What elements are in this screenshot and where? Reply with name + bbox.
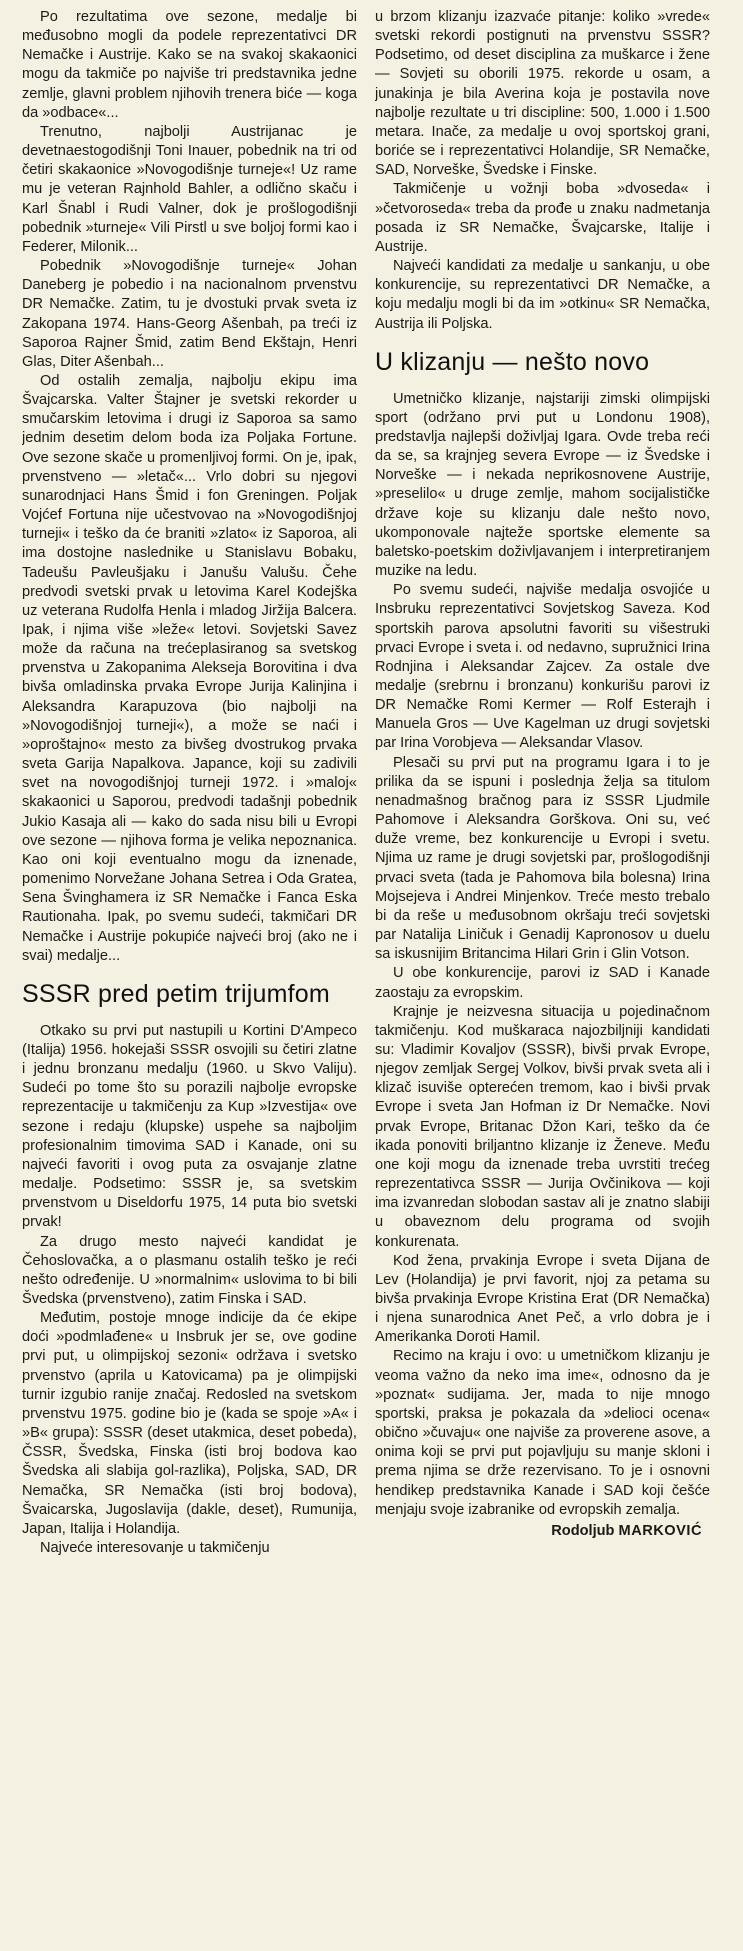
article-paragraph: Plesači su prvi put na programu Igara i to je prilika da se ispuni i poslednja želja sa titulom nenadmašnog bračnog para iz SSSR Ljudmile Pahomove i Aleksandra Gorškova. Oni su, već duže vreme, bez konkurencije u Evropi i svetu. Njima uz rame je drugi sovjetski par, prošlogodišnji prvaci sveta (tada je Pahomova bila bolesna) Irina Mojsejeva i Andrei Minjenkov. Treće mesto trebalo bi da reše u međusobnom okršaju treći sovjetski par Natalija Liničuk i Genadij Kapronosov u duelu sa iskusnijim Britancima Hilari Grin i Glin Votson. <box>375 754 710 963</box>
article-paragraph: Pobednik »Novogodišnje turneje« Johan Daneberg je pobedio i na nacionalnom prvenstvu DR Nemačke. Zatim, tu je dvostuki prvak sveta iz Zakopana 1974. Hans-Georg Ašenbah, pa treći iz Saporoa Rajner Šmid, zatim Bend Ekštajn, Henri Glas, Diter Ašenbah... <box>22 258 357 370</box>
article-paragraph: U obe konkurencije, parovi iz SAD i Kanade zaostaju za evropskim. <box>375 965 710 1001</box>
article-paragraph: Kod žena, prvakinja Evrope i sveta Dijana de Lev (Holandija) je prvi favorit, njoj za petama su bivša prvakinja Evrope Kristina Erat (DR Nemačka) i njena sunarodnica Anet Peč, a vrlo dobra je i Amerikanka Doroti Hamil. <box>375 1252 710 1346</box>
author-first-name: Rodoljub <box>551 1522 615 1539</box>
article-paragraph: Umetničko klizanje, najstariji zimski olimpijski sport (održano prvi put u Londonu 1908), predstavlja najlepši doživljaj Igara. Ovde treba reći da se, sa krajnjeg severa Evrope — iz Švedske i Norveške — i nekada neprikosnovene Austrije, »preselilo« u druge zemlje, mahom socijalističke države koje su klizanju dale nešto novo, ukomponovale najteže sportske elemente sa baletsko-poetskim doživljavanjem i interpretiranjem muzike na ledu. <box>375 390 710 580</box>
article-columns <box>22 8 729 1943</box>
skating-section-heading: U klizanju — nešto novo <box>375 347 650 376</box>
article-paragraph: Otkako su prvi put nastupili u Kortini D'Ampeco (Italija) 1956. hokejaši SSSR osvojili su četiri zlatne i jednu bronzanu medalju (1960. u Skvo Valiju). Sudeći po tome što su porazili najbolje evropske reprezentacije u takmičenju za Kup »Izvestija« ove sezone i redaju (klupske) uspehe sa najboljim profesionalnim timovima SAD i Kanade, oni su najveći favoriti i ovog puta za osvajanje zlatne medalje. Podsetimo: SSSR je, sa svetskim prvenstvom u Diseldorfu 1975, 14 puta bio svetski prvak! <box>22 1022 357 1231</box>
article-paragraph: Po svemu sudeći, najviše medalja osvojiće u Insbruku reprezentativci Sovjetskog Saveza. Kod sportskih parova apsolutni favoriti su višestruki prvaci Evrope i sveta i. od nedavno, supružnici Irina Rodnjina i Aleksandar Zajcev. Za ostale dve medalje (srebrnu i bronzanu) konkurišu parovi iz DR Nemačke Romi Kermer — Rolf Esterajh i Manuela Gros — Uve Kagelman uz drugi sovjetski par Irina Vorobjeva — Aleksandar Vlasov. <box>375 582 710 752</box>
left-column <box>22 8 357 1943</box>
author-surname: MARKOVIĆ <box>618 1522 702 1539</box>
article-paragraph: Po rezultatima ove sezone, medalje bi međusobno mogli da podele reprezentativci DR Nemačke i Austrije. Kako se na svakoj skakaonici mogu da takmiče po najviše tri predstavnika jedne zemlje, glavni problem njihovih trenera biće — koga da »odbace«... <box>22 9 357 121</box>
article-paragraph: Najveći kandidati za medalje u sankanju, u obe konkurencije, su reprezentativci DR Nemačke, a koju medalju mogli bi da im »otkinu« SR Nemačka, Austrija ili Poljska. <box>375 258 710 332</box>
hockey-section-heading: SSSR pred petim trijumfom <box>22 979 330 1008</box>
right-column <box>375 8 710 1943</box>
article-paragraph: Međutim, postoje mnoge indicije da će ekipe doći »podmlađene« u Insbruk jer se, ove godine prvi put, u olimpijskoj sezoni« održava i svetsko prvenstvo (aprila u Katovicama) pa je olimpijski turnir izgubio ranije značaj. Redosled na svetskom prvenstvu 1975. godine bio je (kada se spoje »A« i »B« grupa): SSSR (deset utakmica, deset pobeda), ČSSR, Švedska, Finska (isti broj bodova kao Švedska ali slabija gol-razlika), Poljska, SAD, DR Nemačka, SR Nemačka (isti broj bodova), Švaicarska, Jugoslavija (dakle, deset), Rumunija, Japan, Italija i Holandija. <box>22 1310 357 1537</box>
article-paragraph: Za drugo mesto najveći kandidat je Čehoslovačka, a o plasmanu ostalih teško je reći nešto određenije. U »normalnim« uslovima to bi bili Švedska (prvenstveno), zatim Finska i SAD. <box>22 1233 357 1307</box>
article-paragraph: Najveće interesovanje u takmičenju <box>40 1540 270 1557</box>
article-paragraph: Takmičenje u vožnji boba »dvoseda« i »četvoroseda« treba da prođe u znaku nadmetanja posada iz SR Nemačke, Švajcarske, Italije i Austrije. <box>375 181 710 255</box>
article-paragraph: Trenutno, najbolji Austrijanac je devetnaestogodišnji Toni Inauer, pobednik na tri od četiri skakaonice »Novogodišnje turneje«! Uz rame mu je veteran Rajnhold Bahler, a odlično skaču i Karl Šnabl i Rudi Valner, dok je prošlogodišnji pobednik »turneje« Vili Pirstl u sve boljoj formi kao i Federer, Milonik... <box>22 123 357 255</box>
article-paragraph: Krajnje je neizvesna situacija u pojedinačnom takmičenju. Kod muškarаca najozbiljniji kandidati su: Vladimir Kovaljov (SSSR), bivši prvak Evrope, njegov zemljak Sergej Volkov, bivši prvak sveta ali i klizač isuviše opterećen tremom, kao i bivši prvak Evrope i sveta Jan Hofman iz Dr Nemačke. Novi prvak Evrope, Britanac Džon Kari, teško da će ikada ponoviti briljantno klizanje iz Ženeve. Među one koji mogu da iznenade treba uvrstiti trećeg reprezentativca SSSR — Jurija Ovčinikova — koji ima izvanredan slobodan sastav ali je znatno slabiji u obaveznom delu programa od svojih konkurenata. <box>375 1003 710 1250</box>
author-byline <box>375 1522 710 1541</box>
article-paragraph: Od ostalih zemalja, najbolju ekipu ima Švajcarska. Valter Štajner je svetski rekorder u smučarskim letovima i drugi iz Saporoa sa samo jednim desetim delom boda iza Poljaka Fortune. Ove sezone skače u promenljivoj formi. On je, ipak, prvenstveno — »letač«... Vrlo dobri su njegovi sunarodnjaci Hans Šmid i fon Greningen. Poljak Vojćef Fortuna nije učestvovao na »Novogodišnjoj turneji« i teško da će braniti »zlato« iz Saporoa, ali ima dostojne naslednike u Stanislavu Bobaku, Tadeušu Pavleušjaku i Janušu Valušu. Čehe predvodi svetski prvak u letovima Karel Kodejška uz veterana Rudolfa Henla i mladog Jiržija Balcera. Ipak, i njima više »leže« letovi. Sovjetski Savez može da računa na trećeplasiranog sa svetskog prvenstva u Zakopanima Alekseja Borovitina i dva bivša omladinska prvaka Evrope Jurija Kalinjina i Aleksandra Karapuzova (bio najbolji na »Novogodišnjoj turneji«), a može se naći i »oproštajno« mesto za bivšeg dvostrukog prvaka sveta Garija Napalkova. Japance, koji su zadivili svet na novogodišnjoj turneji 1972. i »maloj« skakaonici u Saporou, predvodi tadašnji pobednik Jukio Kasaja ali — kako do sada nisu bili u Evropi ove sezone — njihova forma je velika nepoznanica. Kao oni koji eventualno mogu da iznenade, pomenimo Norvežane Johana Setrea i Oda Gratea, Sena Švinghamera iz SR Nemačke i Fanca Eska Rautionaha. Ipak, po svemu sudeći, takmičari DR Nemačke i Austrije pokupiće najveći broj (ako ne i svai) medalje... <box>22 372 357 964</box>
article-paragraph: Recimo na kraju i ovo: u umetničkom klizanju je veoma važno da neko ima ime«, odnosno da je »poznat« sudijama. Jer, mada to nije mnogo sportski, praksa je pokazala da »delioci ocena« obično »čuvaju« one najviše za proverene asove, a onima koji se prvi put pojavljuju su manje skloni i prema njima se drže rezervisano. To je i osnovni hendikep predstavnika Kanade i SAD koji češće menjaju svoje izabranike od evropskih zemalja. <box>375 1348 710 1518</box>
article-paragraph: u brzom klizanju izazvaće pitanje: koliko »vrede« svetski rekordi postignuti na prvenstvu SSSR? Podsetimo, od deset disciplina za muškarce i žene — Sovjeti su oborili 1975. rekorde u osam, a junakinja je bila Averina koja je postavila nove najbolje rezultate u tri discipline: 500, 1.000 i 1.500 metara. Inače, za medalje u ovoj sportskoj grani, boriće se i reprezentativci Holandije, SR Nemačke, SAD, Norveške, Švedske i Finske. <box>375 9 710 179</box>
